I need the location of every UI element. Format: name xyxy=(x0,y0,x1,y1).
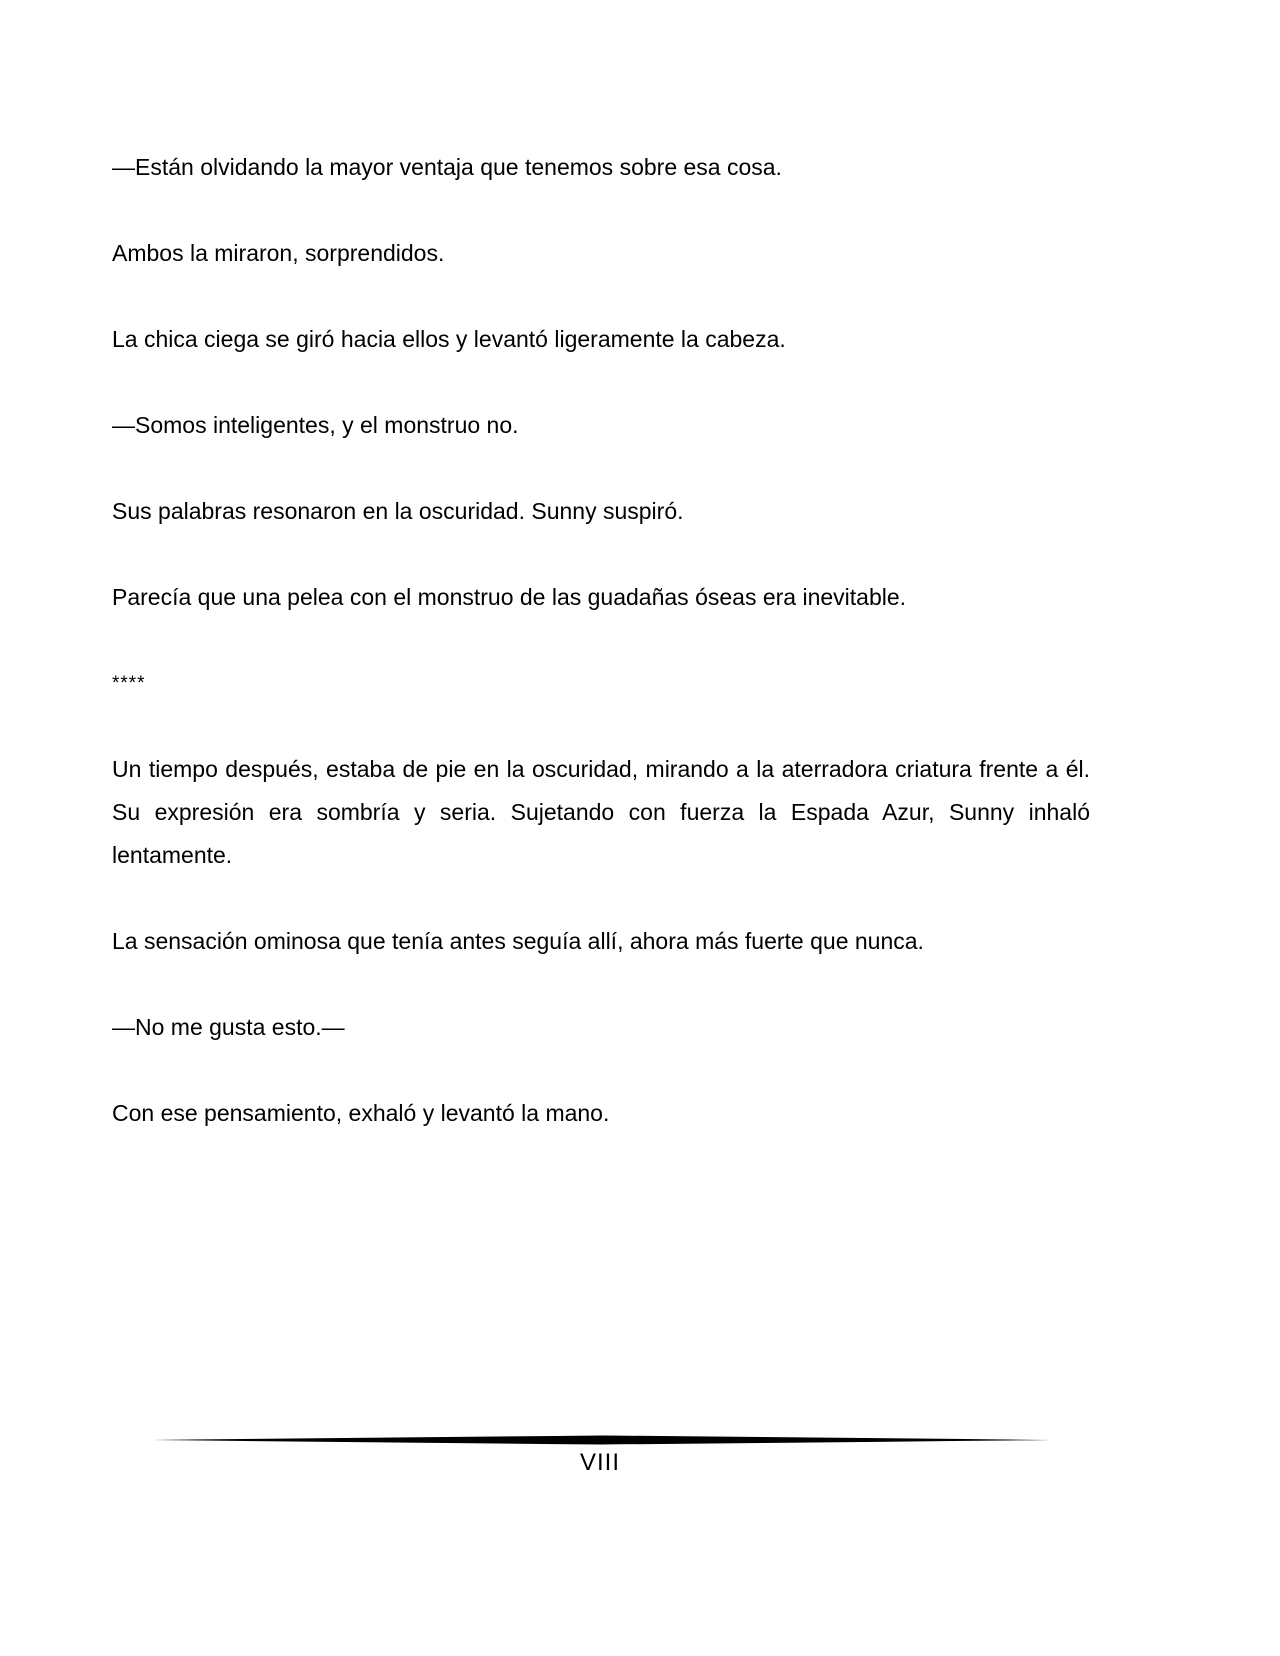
paragraph: Sus palabras resonaron en la oscuridad. Sunny suspiró. xyxy=(112,498,684,524)
footer-rule xyxy=(152,1434,1052,1446)
paragraph: Ambos la miraron, sorprendidos. xyxy=(112,240,445,266)
paragraph: —No me gusta esto.— xyxy=(112,1014,345,1040)
paragraph: Un tiempo después, estaba de pie en la oscuridad, mirando a la aterradora criatura frente a él. Su expresión era sombría y seria. Sujetando con fuerza la Espada Azur, Sunny inhaló lentamente. xyxy=(112,756,1090,868)
paragraph: Parecía que una pelea con el monstruo de las guadañas óseas era inevitable. xyxy=(112,584,907,610)
page-body xyxy=(112,146,1090,1135)
paragraph: La chica ciega se giró hacia ellos y levantó ligeramente la cabeza. xyxy=(112,326,786,352)
paragraph: —Están olvidando la mayor ventaja que tenemos sobre esa cosa. xyxy=(112,154,782,180)
paragraph: Con ese pensamiento, exhaló y levantó la mano. xyxy=(112,1100,610,1126)
paragraph: La sensación ominosa que tenía antes seguía allí, ahora más fuerte que nunca. xyxy=(112,928,924,954)
scene-break: **** xyxy=(112,673,146,694)
paragraph: —Somos inteligentes, y el monstruo no. xyxy=(112,412,519,438)
page-number: VIII xyxy=(579,1449,620,1476)
